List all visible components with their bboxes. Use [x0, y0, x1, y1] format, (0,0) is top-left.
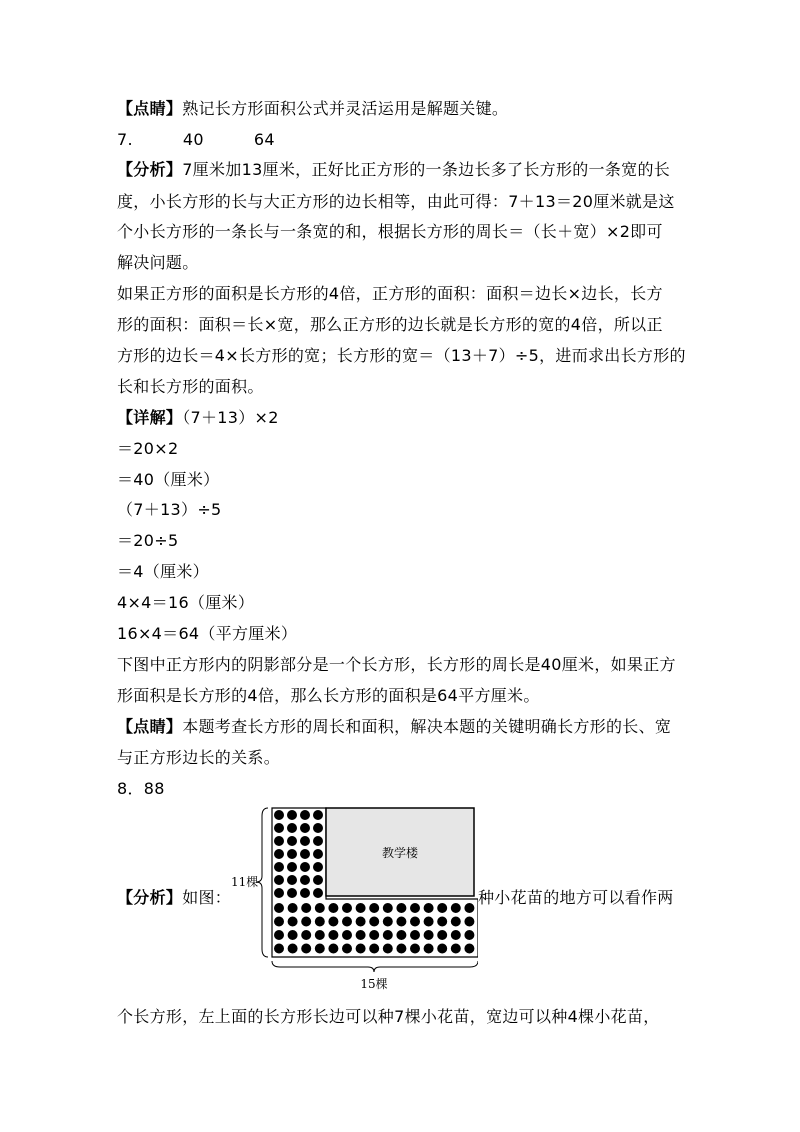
flower-seedling-dot — [315, 944, 325, 954]
flower-seedling-dot — [424, 930, 434, 940]
flower-seedling-dot — [274, 903, 284, 913]
flower-seedling-dot — [288, 944, 298, 954]
section-bracket-dianjing-2: 【点睛】 — [117, 717, 183, 736]
detail-line-4: （7＋13）÷5 — [117, 500, 222, 519]
flower-seedling-dot — [300, 862, 310, 872]
text: 熟记长方形面积公式并灵活运用是解题关键。 — [182, 99, 509, 118]
flower-seedling-dot — [313, 823, 323, 833]
flower-seedling-dot — [464, 903, 474, 913]
flower-seedling-dot — [274, 917, 284, 927]
flower-seedling-dot — [328, 903, 338, 913]
flower-seedling-dot — [383, 930, 393, 940]
flower-seedling-dot — [464, 930, 474, 940]
flower-seedling-dot — [313, 849, 323, 859]
text: （7＋13）×2 — [182, 408, 279, 427]
note-line-3: 与正方形边长的关系。 — [117, 748, 281, 767]
detail-line-2: ＝20×2 — [117, 439, 179, 458]
flower-seedling-dot — [451, 917, 461, 927]
flower-seedling-dot — [424, 917, 434, 927]
flower-seedling-dot — [383, 903, 393, 913]
flower-seedling-dot — [396, 944, 406, 954]
analysis-line-6: 形的面积：面积＝长×宽，那么正方形的边长就是长方形的宽的4倍，所以正 — [117, 315, 663, 334]
flower-seedling-dot — [328, 944, 338, 954]
flower-seedling-dot — [356, 930, 366, 940]
flower-seedling-dot — [396, 930, 406, 940]
flower-seedling-dot — [288, 917, 298, 927]
flower-seedling-dot — [342, 917, 352, 927]
question-number: 7. — [117, 130, 133, 149]
flower-seedling-dot — [274, 810, 284, 820]
section-bracket-dianjing: 【点睛】 — [117, 99, 183, 118]
section-bracket-fenxi-2: 【分析】 — [117, 888, 183, 907]
flower-seedling-dot — [313, 862, 323, 872]
flower-seedling-dot — [342, 903, 352, 913]
answer-1: 40 — [182, 130, 204, 149]
detail-line-1 — [117, 408, 279, 428]
flower-seedling-dot — [300, 836, 310, 846]
analysis-line-4: 解决问题。 — [117, 253, 199, 272]
answer-2: 64 — [253, 130, 275, 149]
question-8-answer: 8．88 — [117, 779, 165, 798]
flower-seedling-dot — [287, 862, 297, 872]
flower-seedling-dot — [301, 930, 311, 940]
flower-seedling-dot — [313, 888, 323, 898]
flower-seedling-dot — [301, 917, 311, 927]
flower-seedling-dot — [342, 944, 352, 954]
flower-seedling-dot — [328, 930, 338, 940]
flower-seedling-dot — [451, 930, 461, 940]
flower-seedling-dot — [288, 930, 298, 940]
detail-line-6: ＝4（厘米） — [117, 562, 209, 581]
flower-seedling-dot — [301, 944, 311, 954]
flower-seedling-dot — [274, 944, 284, 954]
flower-seedling-dot — [313, 875, 323, 885]
bottom-count-label: 15棵 — [360, 977, 388, 991]
flower-seedling-dot — [464, 917, 474, 927]
flower-seedling-dot — [396, 903, 406, 913]
flower-seedling-dot — [369, 917, 379, 927]
flower-seedling-dot — [451, 903, 461, 913]
note-line-2 — [117, 717, 671, 737]
detail-line-9: 下图中正方形内的阴影部分是一个长方形，长方形的周长是40厘米，如果正方 — [117, 655, 676, 674]
flower-seedling-dot — [369, 930, 379, 940]
flower-seedling-dot — [287, 875, 297, 885]
text: 如图： — [182, 888, 232, 907]
text: 本题考查长方形的周长和面积，解决本题的关键明确长方形的长、宽 — [182, 717, 672, 736]
detail-line-5: ＝20÷5 — [117, 531, 179, 550]
flower-seedling-dot — [274, 862, 284, 872]
analysis-line-8: 长和长方形的面积。 — [117, 377, 264, 396]
flower-seedling-dot — [342, 930, 352, 940]
bottom-brace — [272, 961, 478, 972]
analysis-8-post: 种小花苗的地方可以看作两 — [478, 888, 674, 907]
flower-seedling-dot — [287, 849, 297, 859]
question-7-answers — [117, 130, 275, 150]
dot-group-top — [274, 810, 323, 898]
analysis-8-pre — [117, 888, 231, 908]
flower-seedling-dot — [328, 917, 338, 927]
flower-seedling-dot — [287, 810, 297, 820]
flower-seedling-dot — [301, 903, 311, 913]
flower-seedling-dot — [288, 903, 298, 913]
flower-seedling-dot — [300, 823, 310, 833]
flower-seedling-dot — [410, 917, 420, 927]
note-line-1 — [117, 99, 508, 119]
flower-seedling-dot — [383, 917, 393, 927]
building-label: 教学楼 — [381, 846, 419, 860]
section-bracket-xiangjie: 【详解】 — [117, 408, 183, 427]
flower-seedling-dot — [410, 930, 420, 940]
analysis-line-7: 方形的边长＝4×长方形的宽；长方形的宽＝（13＋7）÷5，进而求出长方形的 — [117, 346, 686, 365]
flower-seedling-dot — [424, 944, 434, 954]
flower-seedling-dot — [369, 944, 379, 954]
flower-seedling-dot — [315, 930, 325, 940]
flower-seedling-dot — [287, 888, 297, 898]
flower-seedling-dot — [369, 903, 379, 913]
detail-line-10: 形面积是长方形的4倍，那么长方形的面积是64平方厘米。 — [117, 686, 540, 705]
flower-seedling-dot — [274, 888, 284, 898]
flower-seedling-dot — [300, 875, 310, 885]
analysis-line-1 — [117, 160, 670, 180]
flower-seedling-dot — [274, 836, 284, 846]
flower-seedling-dot — [464, 944, 474, 954]
flower-seedling-dot — [356, 917, 366, 927]
flower-seedling-dot — [383, 944, 393, 954]
flower-seedling-dot — [313, 836, 323, 846]
detail-line-7: 4×4＝16（厘米） — [117, 593, 255, 612]
flower-seedling-dot — [396, 917, 406, 927]
flower-seedling-dot — [274, 875, 284, 885]
flower-seedling-dot — [437, 903, 447, 913]
flower-seedling-dot — [437, 917, 447, 927]
analysis-line-5: 如果正方形的面积是长方形的4倍，正方形的面积：面积＝边长×边长，长方 — [117, 284, 663, 303]
flower-seedling-dot — [313, 810, 323, 820]
flower-seedling-dot — [424, 903, 434, 913]
flower-seedling-dot — [315, 917, 325, 927]
flower-seedling-dot — [356, 944, 366, 954]
text: 7厘米加13厘米，正好比正方形的一条边长多了长方形的一条宽的长 — [182, 160, 671, 179]
flower-seedling-dot — [300, 888, 310, 898]
detail-line-3: ＝40（厘米） — [117, 470, 220, 489]
flower-seedling-dot — [287, 836, 297, 846]
flower-seedling-dot — [410, 903, 420, 913]
analysis-8-line-2: 个长方形，左上面的长方形长边可以种7棵小花苗，宽边可以种4棵小花苗， — [117, 1007, 660, 1026]
flower-seedling-dot — [274, 849, 284, 859]
analysis-line-3: 个小长方形的一条长与一条宽的和，根据长方形的周长＝（长＋宽）×2即可 — [117, 222, 663, 241]
flower-seedling-dot — [287, 823, 297, 833]
flower-seedling-dot — [437, 930, 447, 940]
flower-seedling-dot — [451, 944, 461, 954]
left-count-label: 11棵 — [231, 875, 259, 889]
flower-seedling-dot — [410, 944, 420, 954]
flower-seedling-dot — [274, 823, 284, 833]
analysis-line-2: 度，小长方形的长与大正方形的边长相等，由此可得：7＋13＝20厘米就是这 — [117, 192, 675, 211]
flower-seedling-dot — [437, 944, 447, 954]
flower-seedling-dot — [315, 903, 325, 913]
dot-group-bottom — [274, 903, 474, 954]
planting-diagram — [228, 806, 478, 996]
detail-line-8: 16×4＝64（平方厘米） — [117, 624, 298, 643]
flower-seedling-dot — [356, 903, 366, 913]
flower-seedling-dot — [274, 930, 284, 940]
flower-seedling-dot — [300, 849, 310, 859]
section-bracket-fenxi: 【分析】 — [117, 160, 183, 179]
flower-seedling-dot — [300, 810, 310, 820]
